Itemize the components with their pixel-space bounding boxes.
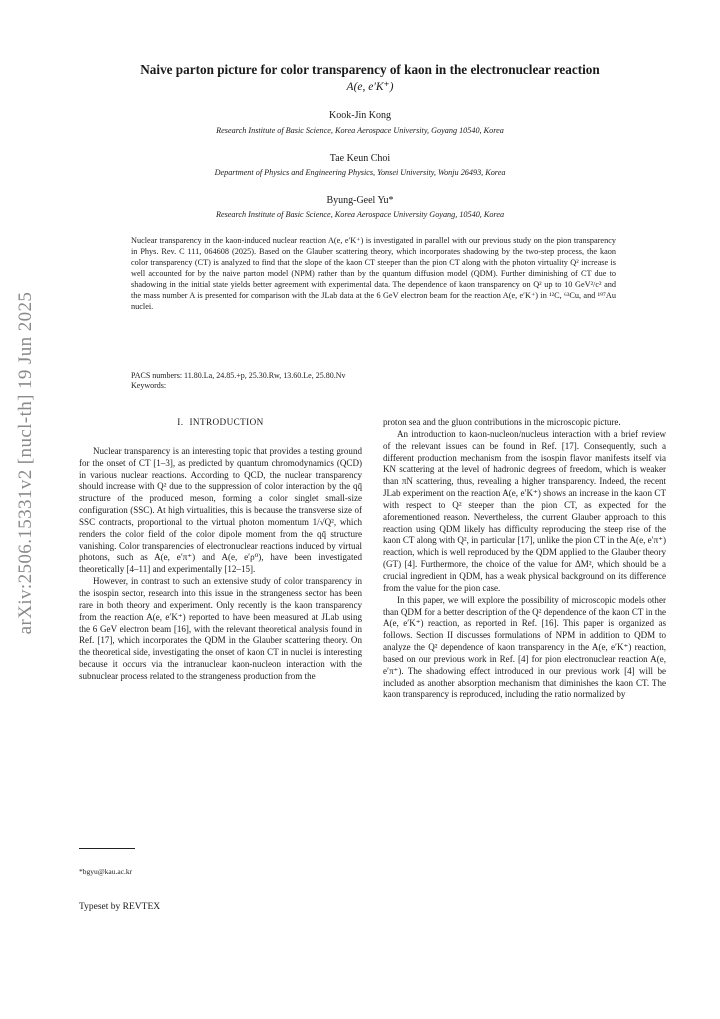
keywords: Keywords: xyxy=(131,381,167,390)
paragraph: However, in contrast to such an extensive study of color transparency in the isospin sector, research into this issue in the strangeness sector has been rare in both theory and experiment. Only recently is the kaon transparency from the reaction A(e, e′K⁺) reported to have been measured at JLab using the 6 GeV electron beam [16], with the relevant theoretical analysis found in Ref. [17], which incorporates the QDM in the Glauber scattering theory. On the theoretical side, investigating the onset of kaon CT in nuclei is interesting because it occurs via the intranuclear kaon-nucleon interaction with the subnuclear process related to the strangeness production from the xyxy=(79,576,362,681)
author-affiliation: Research Institute of Basic Science, Korea Aerospace University Goyang, 10540, Korea xyxy=(215,210,505,219)
paper-title-reaction: A(e, e′K⁺) xyxy=(346,81,394,93)
arxiv-stamp xyxy=(12,268,40,658)
right-column xyxy=(383,417,666,701)
paragraph: proton sea and the gluon contributions in the microscopic picture. xyxy=(383,417,621,427)
paragraph: An introduction to kaon-nucleon/nucleus interaction with a brief review of the relevant issues can be found in Ref. [17]. Consequently, such a different production mechanism from the isospin flavor manifests itself via KN scattering at the level of hadronic degrees of freedom, which is weaker than πN scattering, thus, revealing a higher transparency. Indeed, the recent JLab experiment on the reaction A(e, e′K⁺) shows an increase in the kaon CT with respect to Q² steeper than the pion CT, as expected for the aforementioned reason. Nevertheless, the current Glauber approach to this reaction using QDM likely has difficulty reproducing the steep rise of the kaon CT along with Q², in particular [17], unlike the pion CT in the A(e, e′π⁺) reaction, which is well reproduced by the QDM applied to the Glauber theory (GT) [4]. Furthermore, the choice of the value for ΔM², which should be a crucial ingredient in QDM, has a weak physical background on its difference from the value for the pion case. xyxy=(383,428,666,593)
paper-title: Naive parton picture for color transparency of kaon in the electronuclear reaction xyxy=(140,62,600,77)
pacs-numbers: PACS numbers: 11.80.La, 24.85.+p, 25.30.Rw, 13.60.Le, 25.80.Nv xyxy=(131,371,346,380)
paragraph: In this paper, we will explore the possibility of microscopic models other than QDM for a better description of the Q² dependence of the kaon CT in the A(e, e′K⁺) reaction, as reported in Ref. [16]. This paper is organized as follows. Section II discusses formulations of NPM in addition to QDM to analyze the Q² dependence of kaon transparency in the A(e, e′K⁺) reaction, based on our previous work in Ref. [4] for pion electronuclear reaction A(e, e′π⁺). The shadowing effect introduced in our previous work [4] will be included as another absorption mechanism that diminishes the kaon CT. The kaon transparency is reproduced, including the ratio normalized by xyxy=(383,594,666,700)
author-name: Tae Keun Choi xyxy=(329,153,391,164)
footnote-divider xyxy=(79,848,135,849)
author-name: Byung-Geel Yu* xyxy=(326,195,394,206)
section-number: I. xyxy=(177,417,184,427)
author-affiliation: Department of Physics and Engineering Physics, Yonsei University, Wonju 26493, Korea xyxy=(214,168,506,177)
typeset-note: Typeset by REVTEX xyxy=(79,902,161,912)
arxiv-identifier[interactable]: arXiv:2506.15331v2 [nucl-th] 19 Jun 2025 xyxy=(15,291,36,635)
abstract: Nuclear transparency in the kaon-induced nuclear reaction A(e, e′K⁺) is investigated in parallel with our previous study on the pion transparency in Phys. Rev. C 111, 064608 (2025). Based on the Glauber scattering theory, which incorporates shadowing by the two-step process, the kaon color transparency (CT) is analyzed to find that the slope of the kaon CT steeper than the pion CT along with the photon virtuality Q² increase is well accounted for by the naive parton model (NPM) rather than by the quantum diffusion model (QDM). Further diminishing of CT due to shadowing in the initial state yields better agreement with experimental data. The dependence of kaon transparency on Q² up to 10 GeV²/c² and the mass number A is presented for comparison with the JLab data at the 6 GeV electron beam for the reaction A(e, e′K⁺) in ¹²C, ⁶³Cu, and ¹⁹⁷Au nuclei. xyxy=(131,236,616,311)
section-title: INTRODUCTION xyxy=(189,417,264,427)
pacs-block xyxy=(131,371,346,391)
left-column xyxy=(79,417,362,683)
section-heading xyxy=(79,417,362,429)
paragraph: Nuclear transparency is an interesting topic that provides a testing ground for the onset of CT [1–3], as predicted by quantum chromodynamics (QCD) in various nuclear reactions. According to QCD, the nuclear transparency should increase with Q² due to the suppression of color interaction by the qq̄ structure of the produced meson, forming a color singlet small-size configuration (SSC). At high virtualities, this is because the transverse size of SSC contracts, proportional to the virtual photon momentum 1/√Q², which renders the color field of the color dipole moment from the qq̄ structure vanishing. Color transparencies of electronuclear reactions induced by virtual photons, such as A(e, e′π⁺) and A(e, e′ρ⁰), have been investigated theoretically [4–11] and experimentally [12–15]. xyxy=(79,445,362,575)
footnote-email[interactable]: *bgyu@kau.ac.kr xyxy=(79,867,133,876)
author-affiliation: Research Institute of Basic Science, Korea Aerospace University, Goyang 10540, Korea xyxy=(216,126,504,135)
author-name: Kook-Jin Kong xyxy=(329,110,391,121)
